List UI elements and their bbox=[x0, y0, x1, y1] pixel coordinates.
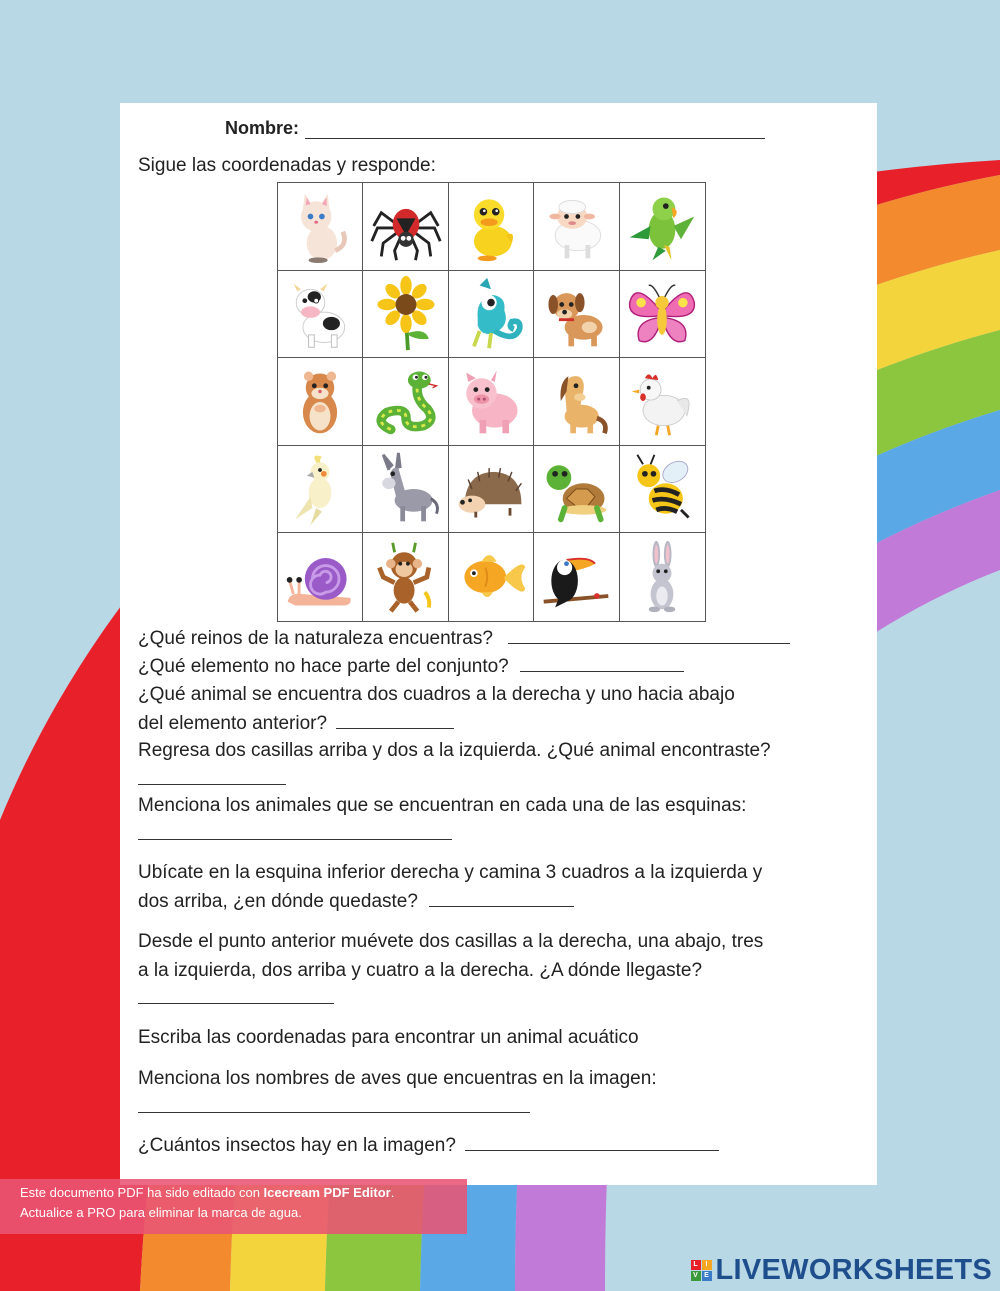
donkey-icon bbox=[368, 451, 444, 527]
turtle-icon bbox=[538, 451, 614, 527]
watermark-line1: Este documento PDF ha sido editado con Icecream PDF Editor. bbox=[20, 1185, 395, 1200]
question-2-text: ¿Qué elemento no hace parte del conjunto? bbox=[138, 656, 509, 677]
grid-cell-3-3 bbox=[449, 358, 534, 446]
bee-icon bbox=[624, 451, 700, 527]
liveworksheets-logo-icon: L I V E bbox=[691, 1260, 712, 1281]
question-7-text-line2: a la izquierda, dos arriba y cuatro a la derecha. ¿A dónde llegaste? bbox=[138, 959, 703, 981]
answer-5-blank[interactable] bbox=[138, 821, 452, 840]
question-2 bbox=[138, 653, 858, 682]
grid-cell-2-4 bbox=[534, 271, 619, 359]
question-6-text-line1: Ubícate en la esquina inferior derecha y camina 3 cuadros a la izquierda y bbox=[138, 862, 763, 883]
answer-9-blank[interactable] bbox=[138, 1094, 530, 1113]
sheep-icon bbox=[538, 188, 614, 264]
snake-icon bbox=[368, 363, 444, 439]
liveworksheets-logo[interactable] bbox=[691, 1254, 993, 1287]
grid-cell-2-2 bbox=[363, 271, 448, 359]
question-10-text: ¿Cuántos insectos hay en la imagen? bbox=[138, 1135, 456, 1156]
cow-icon bbox=[282, 276, 358, 352]
question-1-text: ¿Qué reinos de la naturaleza encuentras? bbox=[138, 628, 493, 649]
question-8 bbox=[138, 1024, 858, 1053]
question-6 bbox=[138, 859, 858, 916]
question-9-text: Menciona los nombres de aves que encuentras en la imagen: bbox=[138, 1068, 657, 1089]
pig-icon bbox=[453, 363, 529, 439]
answer-7-blank[interactable] bbox=[138, 985, 334, 1004]
grid-cell-4-2 bbox=[363, 446, 448, 534]
answer-1-blank[interactable] bbox=[508, 625, 790, 644]
question-7-text-line1: Desde el punto anterior muévete dos casillas a la derecha, una abajo, tres bbox=[138, 931, 764, 952]
name-row bbox=[225, 118, 765, 139]
hedgehog-icon bbox=[453, 451, 529, 527]
question-5 bbox=[138, 792, 858, 849]
question-6-text-line2: dos arriba, ¿en dónde quedaste? bbox=[138, 890, 418, 912]
answer-10-blank[interactable] bbox=[465, 1132, 719, 1151]
worksheet-page bbox=[120, 103, 877, 1185]
question-5-text: Menciona los animales que se encuentran en cada una de las esquinas: bbox=[138, 795, 747, 816]
grid-cell-2-5 bbox=[620, 271, 705, 359]
sunflower-icon bbox=[368, 276, 444, 352]
intro-text: Sigue las coordenadas y responde: bbox=[138, 155, 436, 176]
grid-cell-4-3 bbox=[449, 446, 534, 534]
grid-cell-4-1 bbox=[278, 446, 363, 534]
grid-cell-5-3 bbox=[449, 533, 534, 621]
animal-grid bbox=[277, 182, 706, 622]
grid-cell-5-2 bbox=[363, 533, 448, 621]
question-7 bbox=[138, 928, 858, 1014]
parrot-icon bbox=[624, 188, 700, 264]
monkey-icon bbox=[368, 539, 444, 615]
answer-3-blank[interactable] bbox=[336, 710, 454, 729]
name-blank[interactable] bbox=[305, 120, 765, 139]
toucan-icon bbox=[538, 539, 614, 615]
grid-cell-1-5 bbox=[620, 183, 705, 271]
horse-icon bbox=[538, 363, 614, 439]
rabbit-icon bbox=[624, 539, 700, 615]
spider-icon bbox=[368, 188, 444, 264]
dog-icon bbox=[538, 276, 614, 352]
grid-cell-4-4 bbox=[534, 446, 619, 534]
grid-cell-3-2 bbox=[363, 358, 448, 446]
watermark-brand: Icecream PDF Editor bbox=[263, 1185, 391, 1200]
chameleon-icon bbox=[453, 276, 529, 352]
grid-cell-3-4 bbox=[534, 358, 619, 446]
grid-cell-1-3 bbox=[449, 183, 534, 271]
answer-6-blank[interactable] bbox=[429, 888, 574, 907]
question-1 bbox=[138, 625, 858, 654]
question-3-text-line1: ¿Qué animal se encuentra dos cuadros a la derecha y uno hacia abajo bbox=[138, 684, 735, 705]
question-9 bbox=[138, 1065, 858, 1122]
cockatiel-icon bbox=[282, 451, 358, 527]
hamster-icon bbox=[282, 363, 358, 439]
answer-2-blank[interactable] bbox=[520, 653, 684, 672]
grid-cell-1-4 bbox=[534, 183, 619, 271]
cat-icon bbox=[282, 188, 358, 264]
name-label: Nombre: bbox=[225, 118, 300, 138]
hen-icon bbox=[624, 363, 700, 439]
question-10 bbox=[138, 1132, 858, 1161]
grid-cell-1-1 bbox=[278, 183, 363, 271]
grid-cell-5-4 bbox=[534, 533, 619, 621]
butterfly-icon bbox=[624, 276, 700, 352]
grid-cell-2-1 bbox=[278, 271, 363, 359]
grid-cell-3-5 bbox=[620, 358, 705, 446]
answer-4-blank[interactable] bbox=[138, 766, 286, 785]
grid-cell-5-1 bbox=[278, 533, 363, 621]
watermark-line2: Actualice a PRO para eliminar la marca de agua. bbox=[20, 1205, 302, 1220]
question-3 bbox=[138, 681, 858, 738]
grid-cell-1-2 bbox=[363, 183, 448, 271]
question-3-text-line2: del elemento anterior? bbox=[138, 712, 328, 734]
grid-cell-3-1 bbox=[278, 358, 363, 446]
grid-cell-4-5 bbox=[620, 446, 705, 534]
liveworksheets-brand-text: LIVEWORKSHEETS bbox=[715, 1254, 992, 1286]
goldfish-icon bbox=[453, 539, 529, 615]
snail-icon bbox=[282, 539, 358, 615]
grid-cell-5-5 bbox=[620, 533, 705, 621]
question-8-text: Escriba las coordenadas para encontrar un animal acuático bbox=[138, 1027, 639, 1048]
question-4 bbox=[138, 737, 858, 794]
grid-cell-2-3 bbox=[449, 271, 534, 359]
question-4-text: Regresa dos casillas arriba y dos a la izquierda. ¿Qué animal encontraste? bbox=[138, 740, 771, 761]
pdf-editor-watermark bbox=[0, 1179, 467, 1234]
duck-icon bbox=[453, 188, 529, 264]
